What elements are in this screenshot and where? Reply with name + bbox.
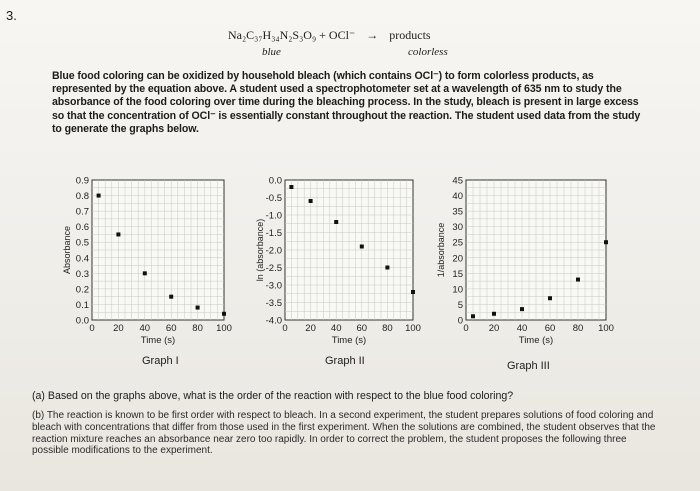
graph-2-data-point [411,290,415,294]
graph-2-x-tick-label: 80 [382,323,393,334]
graph-2-data-point [360,245,364,249]
question-number: 3. [6,8,17,23]
graph-1-y-tick-label: 0.6 [75,222,89,234]
graph-2-y-tick-label: -0.5 [265,193,282,204]
graph-2-data-point [309,199,313,203]
graph-1-svg [62,172,242,352]
graph-2-y-tick-label: -2.5 [265,263,282,274]
graph-1-x-tick-label: 60 [165,323,177,334]
graph-3-y-tick-label: 30 [452,222,463,234]
graph-3-y-tick-label: 0 [457,315,463,327]
graph-3-x-tick-label: 100 [598,323,614,334]
graph-1 [62,172,242,357]
graph-1-x-tick-label: 80 [192,323,203,334]
graph-1-x-axis-label: Time (s) [140,335,176,346]
graph-1-x-tick-label: 40 [139,323,151,334]
graph-3-data-point [520,307,524,311]
graph-2-caption: Graph II [325,355,365,367]
graph-3-data-point [576,278,580,282]
question-part-b: (b) The reaction is known to be first order with respect to bleach. In a second experiment, the student prepares solutions of food coloring and bleach with concentrations that differ from those used in the first experiment. When the solutions are combined, the student observes that the reaction mixture reaches an absorbance near zero too rapidly. In order to correct the problem, the student proposes the following three possible modifications to the experiment. [32,410,656,457]
intro-paragraph: Blue food coloring can be oxidized by household bleach (which contains OCl⁻) to form colorless products, as represented by the equation above. A student used a spectrophotometer set at a wavelength of 635 nm to study the absorbance of the food coloring over time during the bleaching process. In the study, bleach is present in large excess so that the concentration of OCl⁻ is essentially constant throughout the reaction. The student used data from the study to generate the graphs below. [52,70,641,135]
equation-product: products [389,28,431,42]
graph-3-data-point [471,314,475,318]
graph-1-y-axis-label: Absorbance [62,225,72,275]
graph-1-data-point [169,295,173,299]
graph-2-y-tick-label: -3.0 [265,280,282,292]
graph-3-data-point [492,312,496,316]
graph-1-y-tick-label: 0.0 [75,315,89,327]
graph-1-data-point [196,306,200,310]
graph-3-x-tick-label: 40 [516,323,528,334]
graph-3-y-tick-label: 25 [452,237,463,249]
graph-3-y-tick-label: 45 [452,175,463,187]
graph-1-data-point [222,312,226,316]
graph-2-y-tick-label: -3.5 [265,298,282,309]
equation-arrow: → [366,28,379,42]
graph-3-y-axis-label: 1/absorbance [436,222,446,278]
graph-2-y-tick-label: -1.0 [265,210,282,222]
question-part-a: (a) Based on the graphs above, what is the order of the reaction with respect to the blue food coloring? [32,390,514,402]
graph-2-svg [245,172,425,352]
graph-3-caption: Graph III [507,360,550,372]
graph-2-data-point [385,266,389,270]
graph-3-y-tick-label: 10 [452,284,463,296]
graph-1-x-tick-label: 20 [113,323,124,334]
graph-1-y-tick-label: 0.8 [75,191,89,203]
graph-3 [432,172,622,357]
graph-2-x-tick-label: 40 [330,323,342,334]
product-color-label: colorless [408,46,448,58]
graph-1-y-tick-label: 0.5 [75,237,89,249]
graph-1-y-tick-label: 0.9 [75,175,89,187]
graph-1-data-point [116,232,120,236]
graph-3-data-point [548,296,552,300]
graph-1-y-tick-label: 0.4 [75,253,89,265]
graph-3-x-tick-label: 60 [544,323,556,334]
reaction-equation [228,28,431,43]
graph-1-x-tick-label: 0 [89,323,95,334]
graph-2-y-tick-label: -1.5 [265,228,282,239]
graph-3-y-tick-label: 35 [452,206,463,218]
graph-2-x-tick-label: 100 [405,323,421,334]
graph-3-x-axis-label: Time (s) [518,335,554,346]
graph-1-y-tick-label: 0.1 [75,299,89,311]
graph-3-y-tick-label: 15 [452,268,463,280]
graph-3-x-tick-label: 0 [463,323,469,334]
graph-2-x-axis-label: Time (s) [331,335,367,346]
graph-2-data-point [289,185,293,189]
graph-2-x-tick-label: 20 [305,323,316,334]
graph-1-caption: Graph I [142,355,179,367]
graph-1-x-tick-label: 100 [216,323,232,334]
graph-3-svg [432,172,622,352]
graph-3-y-tick-label: 5 [457,299,463,311]
graph-2-data-point [334,220,338,224]
graph-3-x-tick-label: 80 [572,323,584,334]
graph-2-x-tick-label: 60 [356,323,368,334]
graph-1-y-tick-label: 0.3 [75,268,89,280]
graph-1-y-tick-label: 0.7 [75,206,89,218]
reactant-color-label: blue [262,46,281,58]
graph-3-y-tick-label: 40 [452,191,463,203]
graph-2-y-tick-label: 0.0 [268,175,282,187]
graph-2-y-tick-label: -2.0 [265,245,282,257]
graph-1-y-tick-label: 0.2 [75,284,89,296]
graph-2 [245,172,425,357]
graph-1-data-point [143,271,147,275]
graph-2-x-tick-label: 0 [282,323,288,334]
graph-3-data-point [604,240,608,244]
graph-1-data-point [97,194,101,198]
graph-3-x-tick-label: 20 [488,323,500,334]
graph-2-y-axis-label: ln (absorbance) [255,218,265,282]
graph-2-y-tick-label: -4.0 [265,315,282,327]
graph-3-y-tick-label: 20 [452,253,463,265]
equation-reactant: Na₂C₃₇H₃₄N₂S₃O₉ + OCl⁻ [228,28,356,42]
